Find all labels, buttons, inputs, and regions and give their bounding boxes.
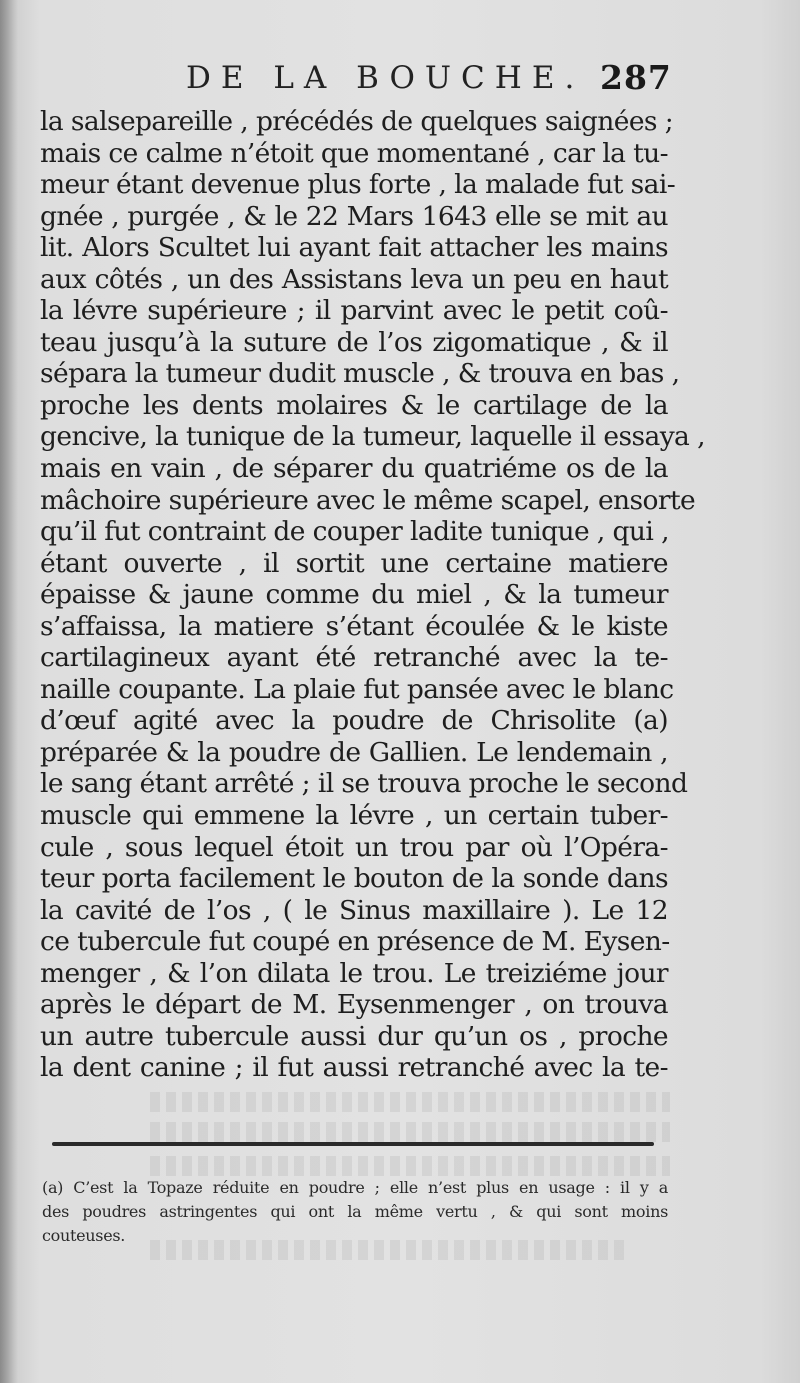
footnote-divider [52, 1142, 654, 1146]
text-line: préparée & la poudre de Gallien. Le lendemain , [40, 736, 668, 768]
footnote-line: des poudres astringentes qui ont la même vertu , & qui sont moins [42, 1202, 668, 1221]
text-line: après le départ de M. Eysenmenger , on trouva [40, 989, 668, 1021]
text-line: menger , & l’on dilata le trou. Le treiziéme jour [40, 957, 668, 989]
footnote-line: (a) C’est la Topaze réduite en poudre ; elle n’est plus en usage : il y a [42, 1178, 668, 1197]
text-line: étant ouverte , il sortit une certaine matiere [40, 547, 668, 579]
bleed-through [150, 1122, 670, 1142]
gutter-shadow [0, 0, 18, 1383]
page-header [0, 56, 800, 104]
text-line: ce tubercule fut coupé en présence de M. Eysen- [40, 926, 670, 958]
text-line: la cavité de l’os , ( le Sinus maxillaire ). Le 12 [40, 894, 668, 926]
footnote-line: couteuses. [42, 1226, 126, 1245]
text-line: teur porta facilement le bouton de la sonde dans [40, 863, 668, 895]
text-line: mais ce calme n’étoit que momentané , car la tu- [40, 137, 668, 169]
text-line: muscle qui emmene la lévre , un certain tuber- [40, 800, 668, 832]
page-number: 287 [600, 58, 672, 97]
text-line: mâchoire supérieure avec le même scapel, ensorte [40, 484, 696, 516]
text-line: qu’il fut contraint de couper ladite tunique , qui , [40, 516, 669, 548]
text-line: cartilagineux ayant été retranché avec la te- [40, 642, 668, 674]
bleed-through [150, 1156, 670, 1176]
text-line: teau jusqu’à la suture de l’os zigomatique , & il [40, 326, 668, 358]
text-line: la lévre supérieure ; il parvint avec le petit coû- [40, 295, 668, 327]
text-line: s’affaissa, la matiere s’étant écoulée & le kiste [40, 610, 668, 642]
text-line: d’œuf agité avec la poudre de Chrisolite (a) [40, 705, 668, 737]
body-text [40, 106, 705, 1084]
bleed-through [150, 1092, 670, 1112]
text-line: gencive, la tunique de la tumeur, laquelle il essaya , [40, 421, 705, 453]
text-line: meur étant devenue plus forte , la malade fut sai- [40, 169, 676, 201]
footnote [42, 1176, 668, 1248]
text-line: sépara la tumeur dudit muscle , & trouva en bas , [40, 358, 680, 390]
text-line: proche les dents molaires & le cartilage de la [40, 389, 668, 421]
text-line: gnée , purgée , & le 22 Mars 1643 elle se mit au [40, 200, 668, 232]
text-line: naille coupante. La plaie fut pansée avec le blanc [40, 673, 674, 705]
text-line: mais en vain , de séparer du quatriéme os de la [40, 453, 668, 485]
text-line: la salsepareille , précédés de quelques saignées ; [40, 106, 674, 137]
text-line: le sang étant arrêté ; il se trouva proche le second [40, 768, 688, 800]
text-line: cule , sous lequel étoit un trou par où l’Opéra- [40, 831, 668, 863]
text-line: aux côtés , un des Assistans leva un peu en haut [40, 263, 668, 295]
running-title: DE LA BOUCHE. [186, 60, 585, 96]
text-line: la dent canine ; il fut aussi retranché avec la te- [40, 1052, 668, 1084]
text-line: lit. Alors Scultet lui ayant fait attacher les mains [40, 232, 668, 264]
text-line: un autre tubercule aussi dur qu’un os , proche [40, 1020, 668, 1052]
text-line: épaisse & jaune comme du miel , & la tumeur [40, 579, 668, 611]
